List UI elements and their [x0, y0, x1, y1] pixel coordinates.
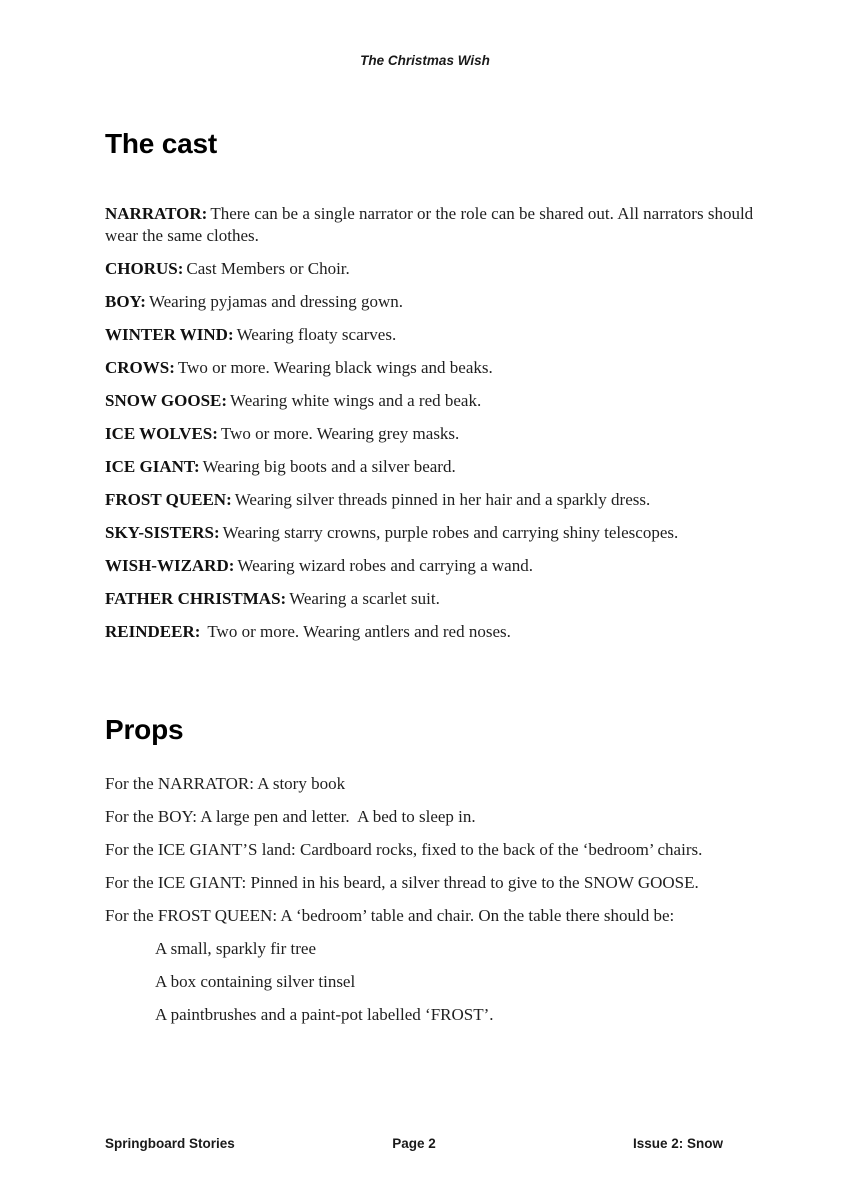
cast-entry	[105, 588, 760, 610]
cast-entry	[105, 489, 760, 511]
cast-entry	[105, 357, 760, 379]
cast-entry-description: Two or more. Wearing antlers and red noses.	[203, 622, 511, 641]
cast-entry-name: FROST QUEEN:	[105, 490, 232, 509]
prop-sub-item: A paintbrushes and a paint-pot labelled ‘FROST’.	[155, 1005, 494, 1024]
cast-entry	[105, 522, 760, 544]
cast-entry-description: Cast Members or Choir.	[186, 259, 350, 278]
cast-entry-name: CROWS:	[105, 358, 175, 377]
cast-list	[105, 203, 760, 643]
cast-entry-description: Wearing floaty scarves.	[236, 325, 397, 344]
props-list	[105, 773, 760, 1026]
cast-entry-name: NARRATOR:	[105, 204, 208, 223]
cast-entry-name: ICE GIANT:	[105, 457, 200, 476]
prop-item: For the FROST QUEEN: A ‘bedroom’ table and chair. On the table there should be:	[105, 906, 675, 925]
cast-entry	[105, 291, 760, 313]
cast-entry-name: WINTER WIND:	[105, 325, 234, 344]
page-footer	[105, 1136, 723, 1151]
prop-item: For the ICE GIANT’S land: Cardboard rocks, fixed to the back of the ‘bedroom’ chairs.	[105, 840, 703, 859]
cast-entry-description: Wearing white wings and a red beak.	[230, 391, 482, 410]
cast-entry	[105, 555, 760, 577]
props-section-heading: Props	[105, 714, 184, 745]
cast-entry-description: There can be a single narrator or the role can be shared out. All narrators should wear the same clothes.	[105, 204, 758, 245]
cast-entry	[105, 423, 760, 445]
cast-section-heading: The cast	[105, 128, 217, 159]
cast-entry	[105, 203, 760, 247]
cast-entry-name: FATHER CHRISTMAS:	[105, 589, 287, 608]
cast-entry-description: Wearing a scarlet suit.	[289, 589, 440, 608]
running-header: The Christmas Wish	[360, 53, 490, 68]
cast-entry-name: SKY-SISTERS:	[105, 523, 220, 542]
cast-entry-name: ICE WOLVES:	[105, 424, 218, 443]
prop-sub-item: A box containing silver tinsel	[155, 972, 356, 991]
cast-entry-description: Wearing pyjamas and dressing gown.	[148, 292, 403, 311]
cast-entry-name: SNOW GOOSE:	[105, 391, 228, 410]
cast-entry-description: Two or more. Wearing black wings and beaks.	[177, 358, 493, 377]
cast-entry	[105, 456, 760, 478]
prop-item: For the ICE GIANT: Pinned in his beard, a silver thread to give to the SNOW GOOSE.	[105, 873, 699, 892]
cast-entry	[105, 258, 760, 280]
footer-page-number: Page 2	[392, 1136, 436, 1151]
footer-issue: Issue 2: Snow	[632, 1136, 723, 1151]
cast-entry-name: WISH-WIZARD:	[105, 556, 235, 575]
cast-entry	[105, 621, 760, 643]
page-content	[105, 0, 760, 1037]
prop-item: For the NARRATOR: A story book	[105, 774, 346, 793]
prop-item: For the BOY: A large pen and letter. A bed to sleep in.	[105, 807, 476, 826]
prop-sub-item: A small, sparkly fir tree	[155, 939, 316, 958]
cast-entry	[105, 390, 760, 412]
cast-entry-description: Wearing big boots and a silver beard.	[202, 457, 456, 476]
cast-entry	[105, 324, 760, 346]
cast-entry-description: Wearing starry crowns, purple robes and carrying shiny telescopes.	[222, 523, 679, 542]
footer-publisher: Springboard Stories	[105, 1136, 235, 1151]
cast-entry-name: REINDEER:	[105, 622, 201, 641]
cast-entry-description: Wearing silver threads pinned in her hair and a sparkly dress.	[234, 490, 651, 509]
cast-entry-name: CHORUS:	[105, 259, 184, 278]
cast-entry-name: BOY:	[105, 292, 146, 311]
cast-entry-description: Wearing wizard robes and carrying a wand.	[237, 556, 533, 575]
cast-entry-description: Two or more. Wearing grey masks.	[220, 424, 460, 443]
